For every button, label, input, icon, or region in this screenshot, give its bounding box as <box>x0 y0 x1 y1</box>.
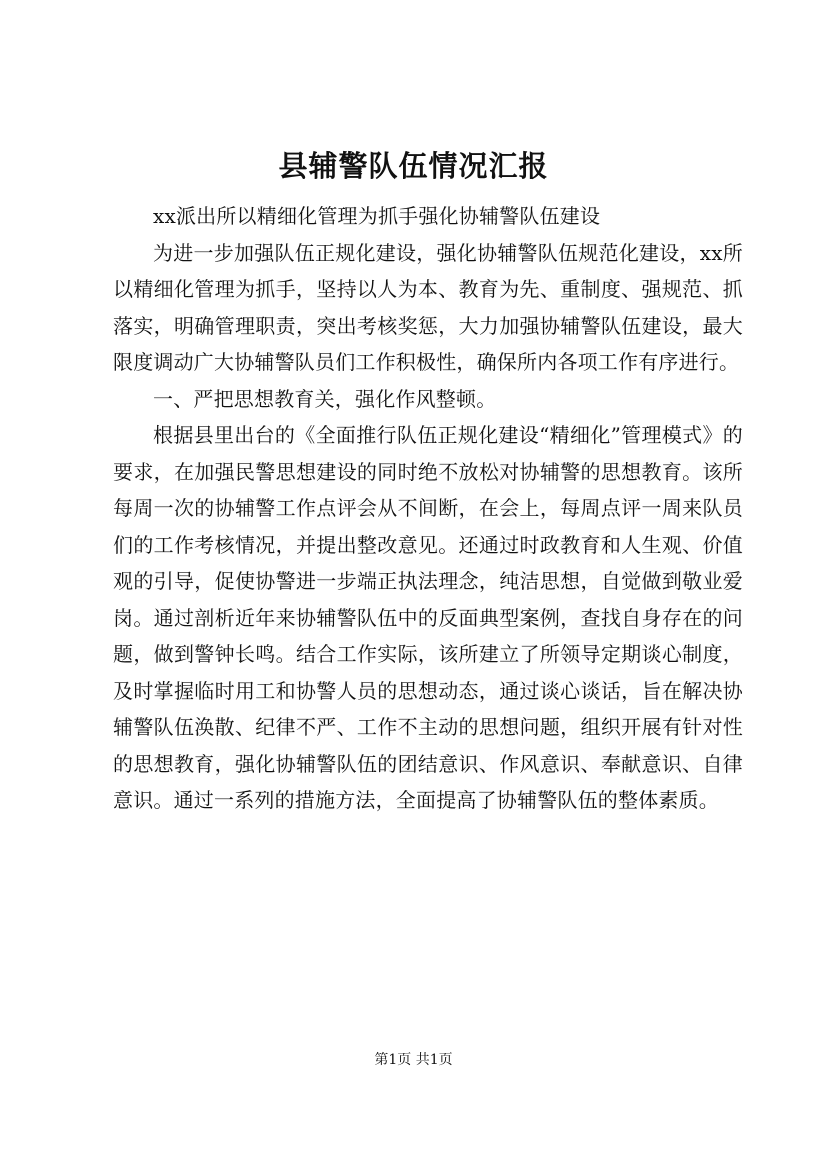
document-title: 县辅警队伍情况汇报 <box>278 149 549 183</box>
section-paragraph: 根据县里出台的《全面推行队伍正规化建设“精细化”管理模式》的要求，在加强民警思想建设的同时绝不放松对协辅警的思想教育。该所每周一次的协辅警工作点评会从不间断，在会上，每周点评一周来队员们的工作考核情况，并提出整改意见。还通过时政教育和人生观、价值观的引导，促使协警进一步端正执法理念，纯洁思想，自觉做到敬业爱岗。通过剖析近年来协辅警队伍中的反面典型案例，查找自身存在的问题，做到警钟长鸣。结合工作实际，该所建立了所领导定期谈心制度，及时掌握临时用工和协警人员的思想动态，通过谈心谈话，旨在解决协辅警队伍涣散、纪律不严、工作不主动的思想问题，组织开展有针对性的思想教育，强化协辅警队伍的团结意识、作风意识、奉献意识、自律意识。通过一系列的措施方法，全面提高了协辅警队伍的整体素质。 <box>113 423 743 812</box>
section-heading: 一、严把思想教育关，强化作风整顿。 <box>153 386 497 411</box>
page-footer: 第1页 共1页 <box>374 1052 453 1068</box>
intro-paragraph: 为进一步加强队伍正规化建设，强化协辅警队伍规范化建设，xx所以精细化管理为抓手，坚持以人为本、教育为先、重制度、强规范、抓落实，明确管理职责，突出考核奖惩，大力加强协辅警队伍建设，最大限度调动广大协辅警队员们工作积极性，确保所内各项工作有序进行。 <box>113 240 743 374</box>
document-body <box>113 198 743 819</box>
subtitle-paragraph: xx派出所以精细化管理为抓手强化协辅警队伍建设 <box>153 204 601 228</box>
